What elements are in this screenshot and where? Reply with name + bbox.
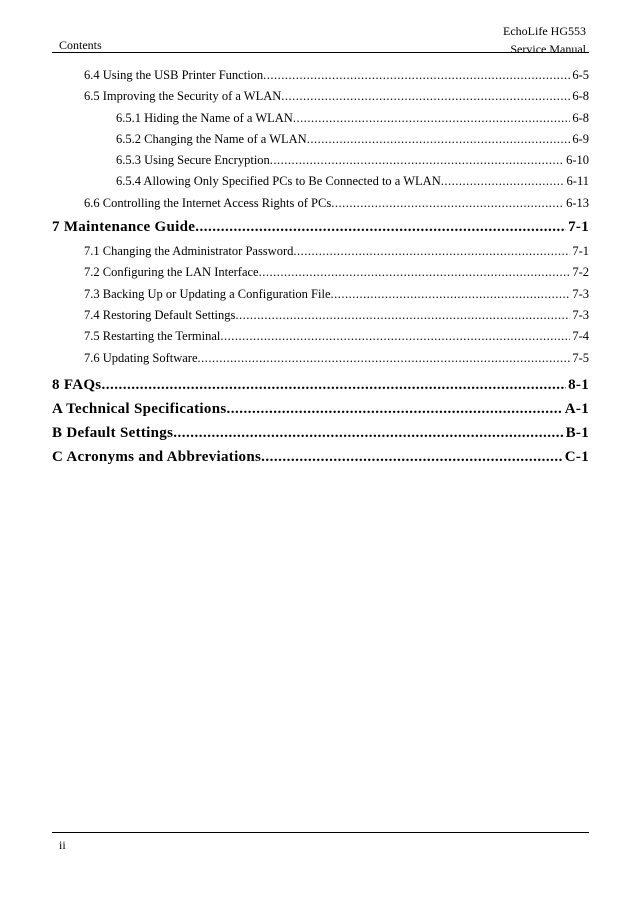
toc-entry-title: 7.6 Updating Software xyxy=(84,350,198,365)
toc-leader-dots xyxy=(293,241,570,262)
toc-leader-dots xyxy=(270,150,564,171)
toc-entry-page: 6-9 xyxy=(572,131,589,146)
toc-entry-6-5-2[interactable] xyxy=(52,129,589,150)
footer-rule xyxy=(52,832,589,833)
toc-leader-dots xyxy=(198,348,571,369)
toc-entry-title: 6.5.4 Allowing Only Specified PCs to Be Connected to a WLAN xyxy=(116,174,441,189)
toc-leader-dots xyxy=(101,373,566,397)
toc-entry-page: 6-13 xyxy=(566,195,589,210)
toc-entry-6-6[interactable] xyxy=(52,193,589,214)
toc-chapter-8[interactable] xyxy=(52,373,589,397)
toc-entry-title: 6.5 Improving the Security of a WLAN xyxy=(84,89,282,104)
toc-chapter-title: 8 FAQs xyxy=(52,376,102,393)
toc-chapter-page: 8-1 xyxy=(568,376,589,393)
toc-entry-page: 6-5 xyxy=(572,68,589,82)
toc-leader-dots xyxy=(441,171,565,192)
toc-leader-dots xyxy=(293,108,571,129)
toc-entry-page: 6-11 xyxy=(566,174,589,189)
toc-appendix-a[interactable] xyxy=(52,397,589,421)
toc-entry-6-4[interactable] xyxy=(52,65,589,86)
toc-entry-7-1[interactable] xyxy=(52,241,589,262)
toc-leader-dots xyxy=(281,86,570,107)
toc-appendix-b[interactable] xyxy=(52,421,589,445)
toc-entry-page: 7-1 xyxy=(572,244,589,259)
toc-entry-title: 6.5.3 Using Secure Encryption xyxy=(116,153,270,168)
toc-entry-page: 7-2 xyxy=(572,265,589,280)
toc-entry-7-6[interactable] xyxy=(52,348,589,369)
toc-entry-6-5[interactable] xyxy=(52,86,589,107)
toc-leader-dots xyxy=(307,129,571,150)
toc-entry-page: 6-8 xyxy=(572,110,589,125)
toc-leader-dots xyxy=(173,421,563,445)
header-product-name: EchoLife HG553 xyxy=(503,24,586,38)
toc-entry-page: 7-5 xyxy=(572,350,589,365)
toc-chapter-7[interactable] xyxy=(52,215,589,239)
toc-chapter-title: 7 Maintenance Guide xyxy=(52,219,196,236)
toc-entry-6-5-4[interactable] xyxy=(52,171,589,192)
toc-chapter-page: A-1 xyxy=(564,400,589,417)
toc-entry-6-5-1[interactable] xyxy=(52,108,589,129)
header-manual-name: Service Manual xyxy=(510,42,586,56)
header-rule xyxy=(52,52,589,53)
toc-entry-7-3[interactable] xyxy=(52,284,589,305)
toc-entry-title: 7.5 Restarting the Terminal xyxy=(84,329,221,344)
footer-page-number: ii xyxy=(59,838,66,852)
toc-chapter-title: A Technical Specifications xyxy=(52,400,227,417)
toc-entry-title: 6.4 Using the USB Printer Function xyxy=(84,68,264,82)
toc-chapter-title: C Acronyms and Abbreviations xyxy=(52,448,262,465)
toc-entry-page: 7-3 xyxy=(572,286,589,301)
toc-entry-7-5[interactable] xyxy=(52,326,589,347)
toc-entry-title: 7.4 Restoring Default Settings xyxy=(84,307,236,322)
toc-leader-dots xyxy=(195,215,566,239)
toc-chapter-page: 7-1 xyxy=(568,219,589,236)
toc-leader-dots xyxy=(220,326,570,347)
toc-entry-title: 7.3 Backing Up or Updating a Configuration File xyxy=(84,286,331,301)
toc-entry-6-5-3[interactable] xyxy=(52,150,589,171)
toc-leader-dots xyxy=(263,65,570,86)
toc-leader-dots xyxy=(226,397,562,421)
toc-leader-dots xyxy=(235,305,570,326)
toc-entry-7-4[interactable] xyxy=(52,305,589,326)
toc-entry-page: 6-10 xyxy=(566,153,589,168)
toc-chapter-page: B-1 xyxy=(565,424,589,441)
table-of-contents xyxy=(52,65,589,469)
toc-entry-page: 6-8 xyxy=(572,89,589,104)
toc-entry-title: 6.5.1 Hiding the Name of a WLAN xyxy=(116,110,293,125)
toc-entry-title: 7.1 Changing the Administrator Password xyxy=(84,244,294,259)
toc-leader-dots xyxy=(259,262,571,283)
header-section-title: Contents xyxy=(59,38,102,52)
toc-leader-dots xyxy=(261,445,563,469)
toc-entry-title: 6.5.2 Changing the Name of a WLAN xyxy=(116,131,307,146)
toc-entry-page: 7-4 xyxy=(572,329,589,344)
toc-leader-dots xyxy=(331,284,571,305)
toc-entry-title: 7.2 Configuring the LAN Interface xyxy=(84,265,259,280)
toc-entry-title: 6.6 Controlling the Internet Access Rights of PCs xyxy=(84,195,332,210)
toc-entry-page: 7-3 xyxy=(572,307,589,322)
toc-leader-dots xyxy=(331,193,564,214)
toc-appendix-c[interactable] xyxy=(52,445,589,469)
toc-entry-7-2[interactable] xyxy=(52,262,589,283)
toc-chapter-page: C-1 xyxy=(564,448,589,465)
toc-chapter-title: B Default Settings xyxy=(52,424,174,441)
